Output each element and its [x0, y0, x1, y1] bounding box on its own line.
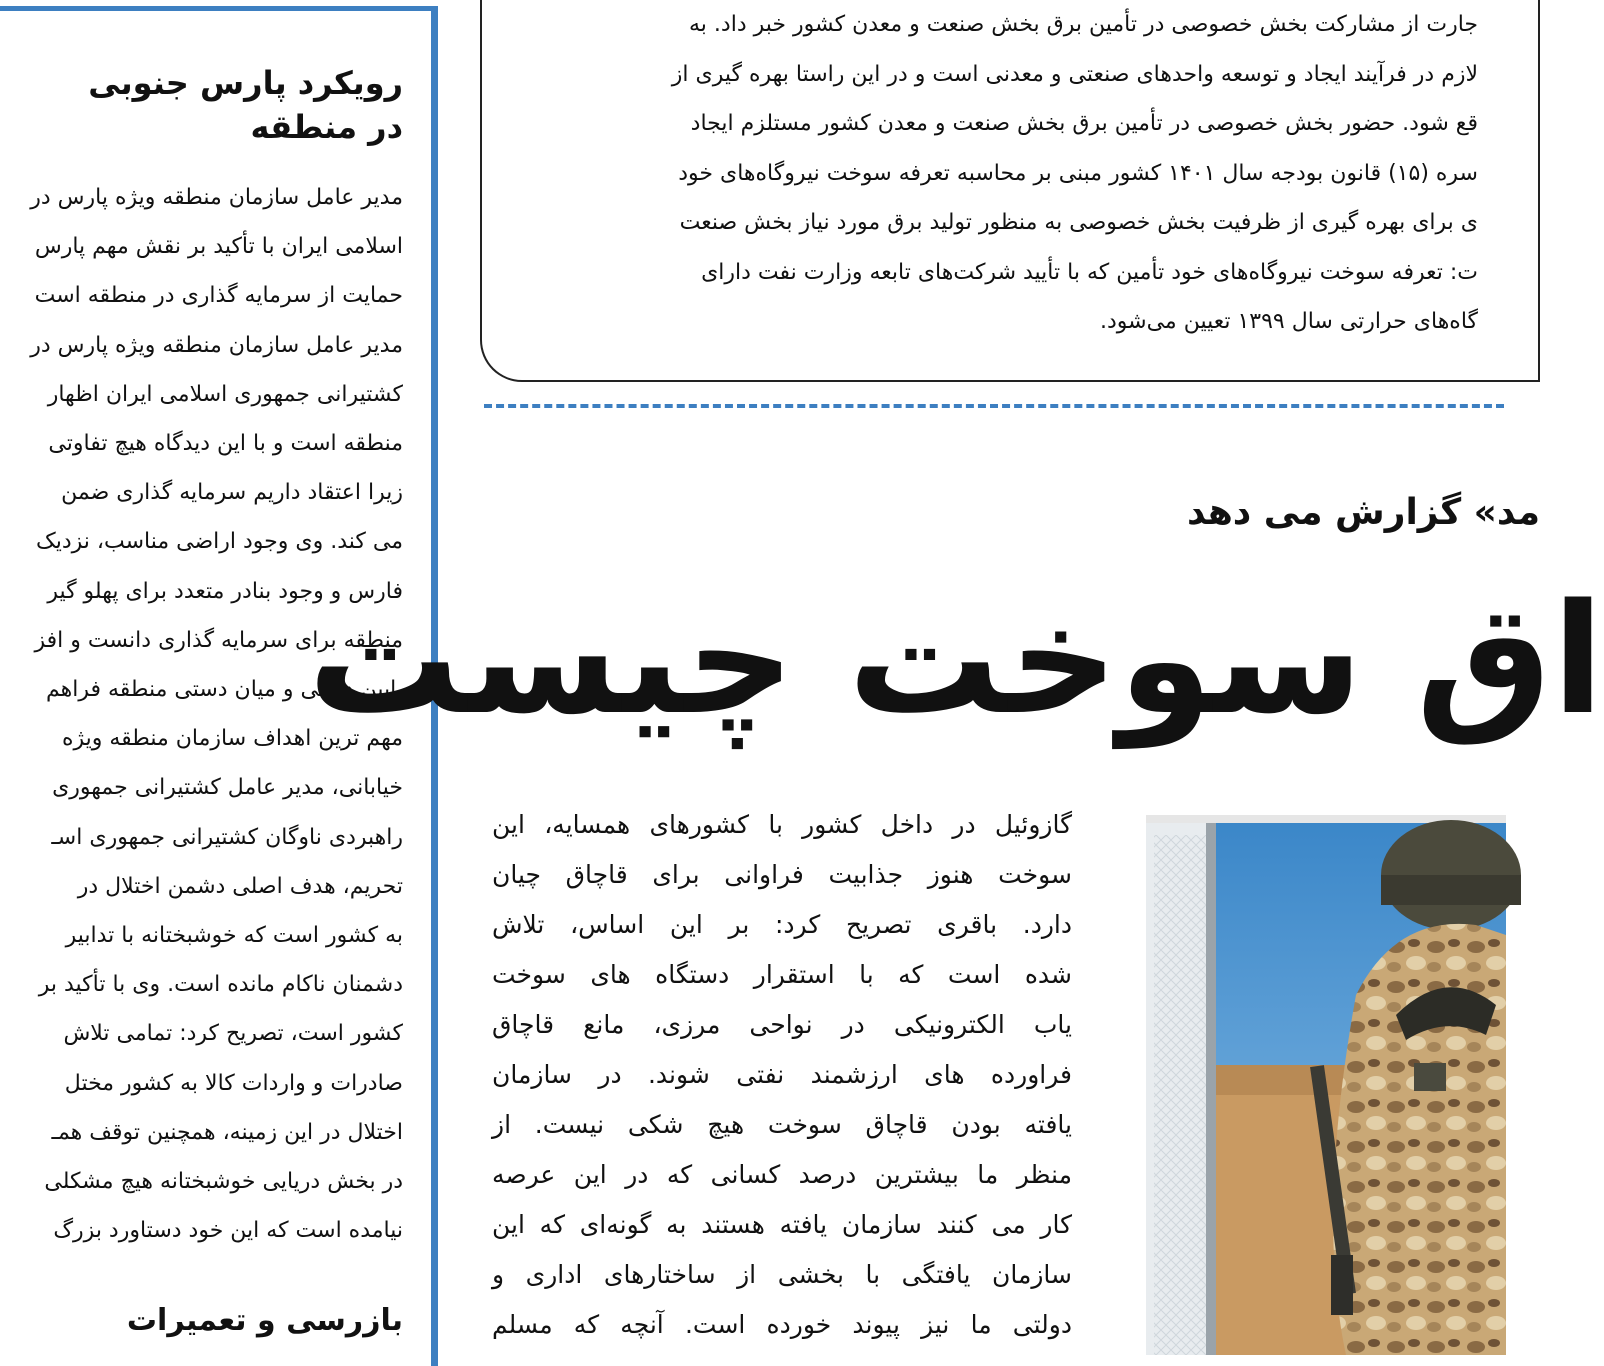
left-line: پایین دستی و میان دستی منطقه فراهم	[45, 677, 403, 703]
left-line: خیابانی، مدیر عامل کشتیرانی جمهوری	[52, 775, 403, 801]
top-line: ی برای بهره گیری از ظرفیت بخش خصوصی به منظور تولید برق مورد نیاز بخش صنعت	[679, 210, 1478, 235]
body-line: کار می کنند سازمان یافته هستند به گونه‌ای که این	[492, 1210, 1072, 1239]
top-line: جارت از مشارکت بخش خصوصی در تأمین برق بخش صنعت و معدن کشور خبر داد. به	[689, 12, 1478, 37]
dot-separator	[0, 1259, 403, 1289]
body-line: فراورده های ارزشمند نفتی شوند. در سازمان	[492, 1060, 1072, 1089]
next-article-title: بازرسی و تعمیرات	[126, 1303, 403, 1339]
left-line: مدیر عامل سازمان منطقه ویژه پارس در	[30, 185, 403, 210]
left-line: صادرات و واردات کالا به کشور مختل	[64, 1070, 403, 1096]
left-line: دشمنان ناکام مانده است. وی با تأکید بر	[38, 972, 403, 998]
left-line: زیرا اعتقاد داریم سرمایه گذاری ضمن	[61, 480, 403, 506]
left-column-title	[0, 61, 403, 149]
article-headline: اق سوخت چیست	[307, 571, 1604, 748]
left-line: راهبردی ناوگان کشتیرانی جمهوری اسـ	[51, 824, 403, 850]
left-line: به کشور است که خوشبختانه با تدابیر	[65, 923, 403, 949]
article-kicker: مد» گزارش می دهد	[1187, 492, 1540, 533]
top-line: ت: تعرفه سوخت نیروگاه‌های خود تأمین که با تأیید شرکت‌های تابعه وزارت نفت دارای	[701, 259, 1478, 285]
article-body	[492, 800, 1072, 1350]
left-title-line-1: رویکرد پارس جنوبی	[88, 64, 403, 102]
top-article-text	[378, 0, 1478, 347]
left-line: اختلال در این زمینه، همچنین توقف همـ	[51, 1119, 403, 1145]
soldier-photo-illustration	[1146, 815, 1506, 1355]
left-line: می کند. وی وجود اراضی مناسب، نزدیک	[36, 529, 403, 555]
left-line: فارس و وجود بنادر متعدد برای پهلو گیر	[47, 578, 403, 604]
top-article-box	[480, 0, 1540, 382]
left-line: مدیر عامل سازمان منطقه ویژه پارس در	[30, 332, 403, 358]
body-line: سازمان یافتگی با بخشی از ساختارهای اداری و	[492, 1260, 1072, 1289]
body-line: منظر ما بیشترین درصد کسانی که در این عرصه	[492, 1160, 1072, 1189]
body-line: سوخت هنوز جذابیت فراوانی برای قاچاق چیان	[492, 860, 1072, 889]
dashed-divider	[484, 404, 1504, 408]
top-line: لازم در فرآیند ایجاد و توسعه واحدهای صنعتی و معدنی است و در این راستا بهره گیری از	[671, 61, 1478, 87]
body-line: شده است که با استقرار دستگاه های سوخت	[492, 960, 1072, 989]
left-line: در بخش دریایی خوشبختانه هیچ مشکلی	[44, 1169, 403, 1195]
body-line: یافته بودن قاچاق سوخت هیچ شکی نیست. از	[492, 1110, 1072, 1139]
top-line: سره (۱۵) قانون بودجه سال ۱۴۰۱ کشور مبنی بر محاسبه تعرفه سوخت نیروگاه‌های خود	[678, 160, 1478, 186]
body-line: دارد. باقری تصریح کرد: بر این اساس، تلاش	[492, 910, 1072, 939]
body-line: یاب الکترونیکی در نواحی مرزی، مانع قاچاق	[492, 1010, 1072, 1039]
left-title-line-2: در منطقه	[250, 108, 403, 146]
left-line: نیامده است که این خود دستاورد بزرگ	[53, 1218, 403, 1244]
left-line: حمایت از سرمایه گذاری در منطقه است	[34, 283, 403, 309]
article-photo	[1146, 815, 1506, 1355]
left-line: مهم ترین اهداف سازمان منطقه ویژه	[61, 726, 403, 752]
body-line: گازوئیل در داخل کشور با کشورهای همسایه، این	[492, 810, 1072, 839]
left-line: کشور است، تصریح کرد: تمامی تلاش	[63, 1021, 403, 1047]
top-line: گاه‌های حرارتی سال ۱۳۹۹ تعیین می‌شود.	[1100, 309, 1478, 334]
left-line: تحریم، هدف اصلی دشمن اختلال در	[77, 873, 403, 899]
top-line: قع شود. حضور بخش خصوصی در تأمین برق بخش صنعت و معدن کشور مستلزم ایجاد	[690, 111, 1478, 136]
left-line: اسلامی ایران با تأکید بر نقش مهم پارس	[34, 234, 403, 260]
left-line: کشتیرانی جمهوری اسلامی ایران اظهار	[47, 381, 403, 407]
left-line: منطقه برای سرمایه گذاری دانست و افز	[34, 627, 403, 653]
body-line: دولتی ما نیز پیوند خورده است. آنچه که مسلم	[492, 1310, 1072, 1339]
left-line: منطقه است و با این دیدگاه هیچ تفاوتی	[48, 431, 403, 457]
